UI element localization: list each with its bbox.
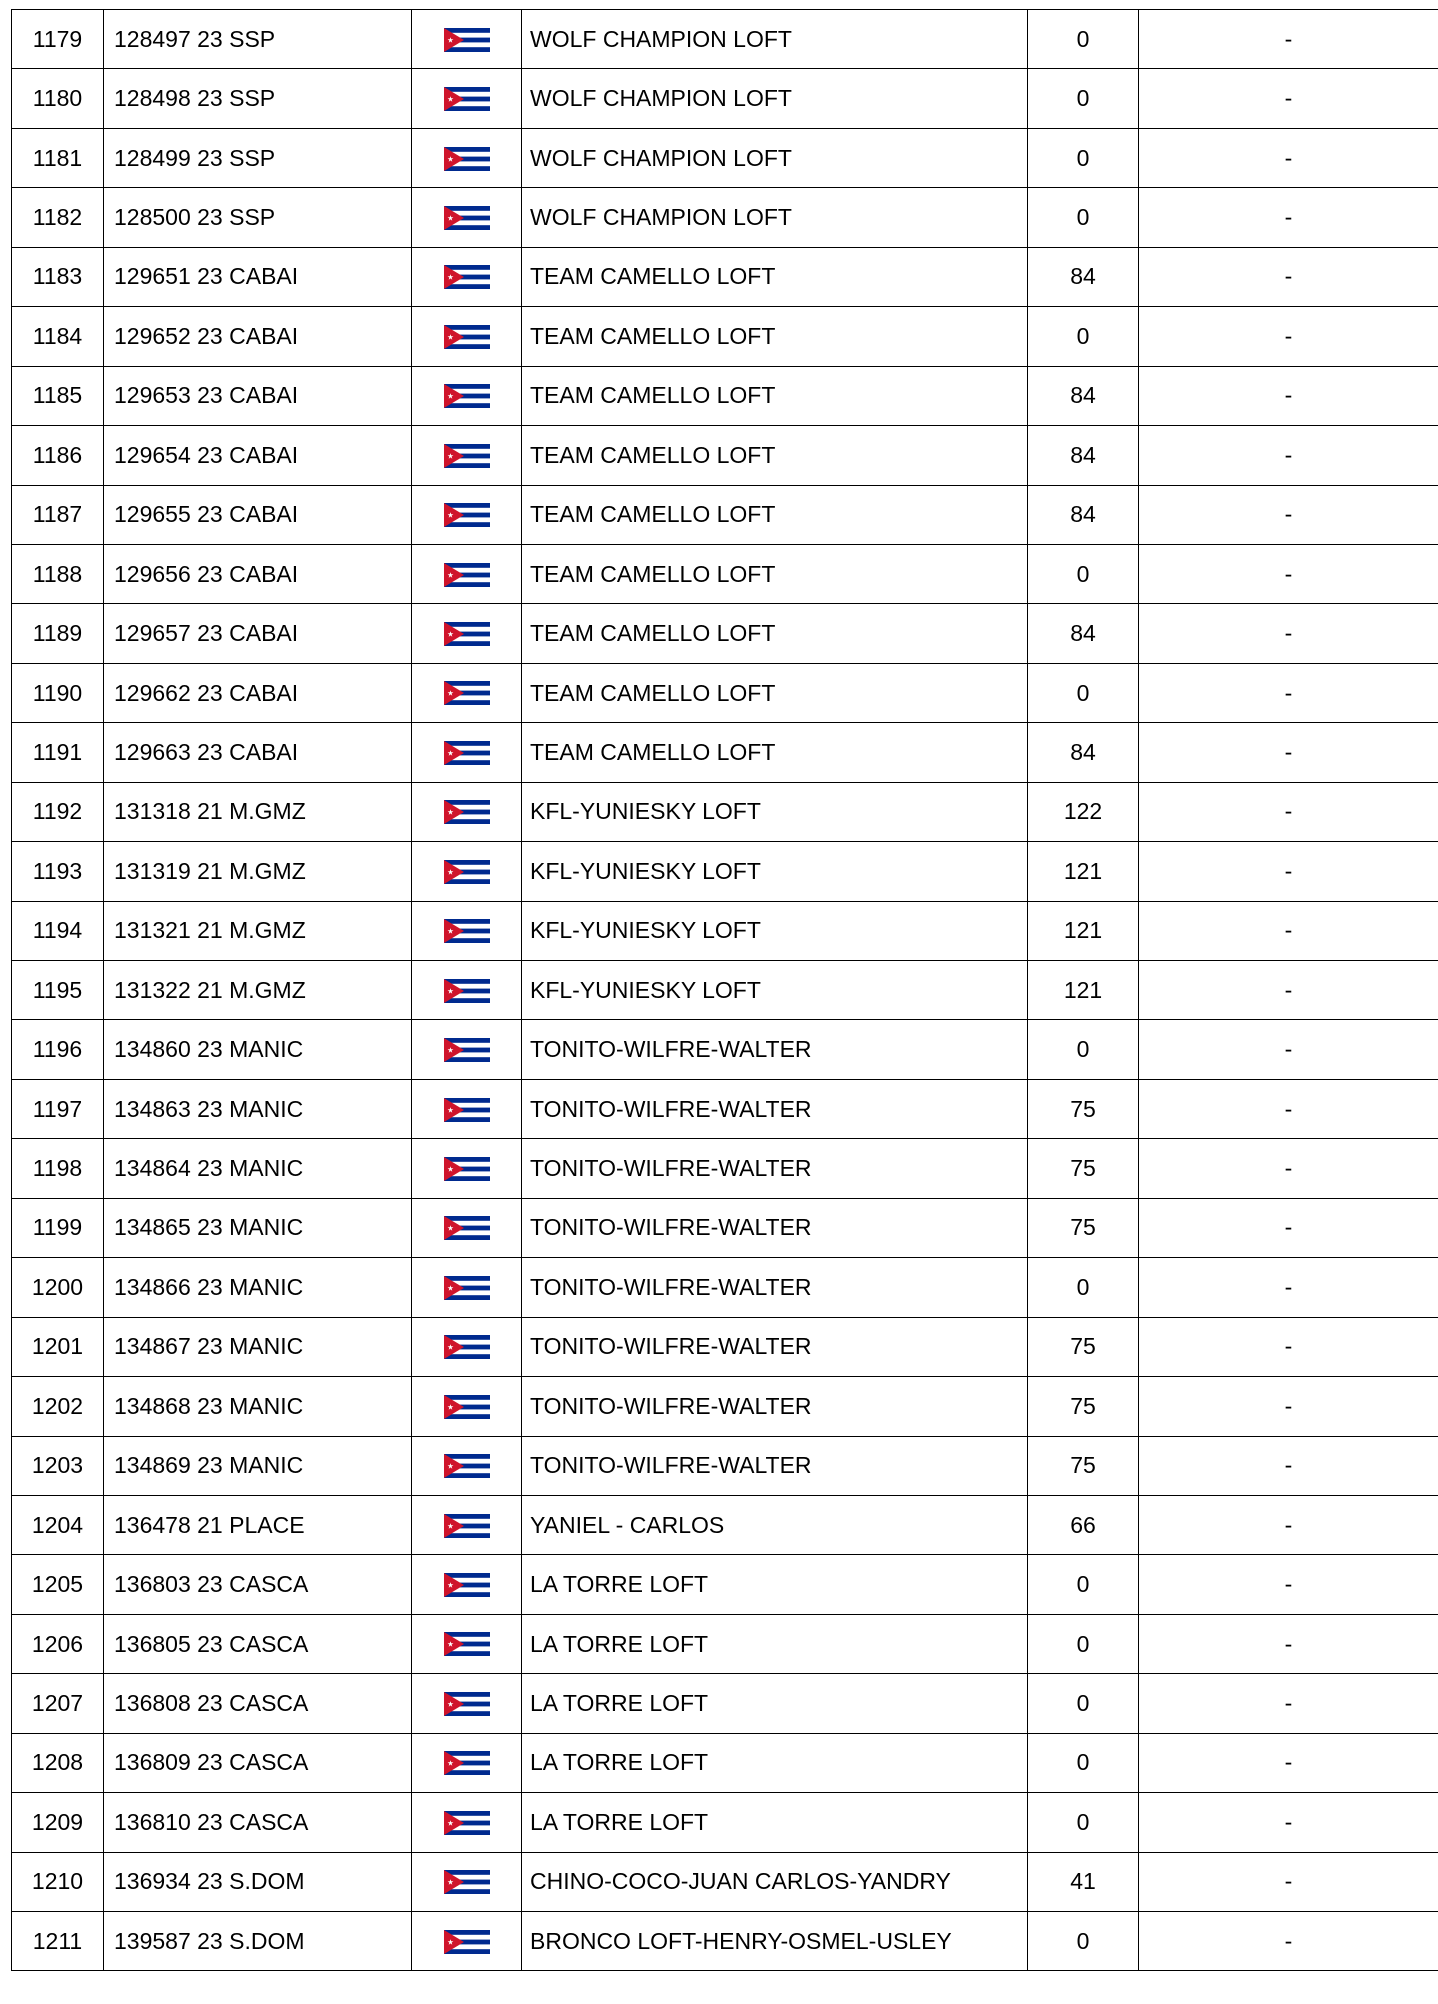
cuba-flag-icon [444, 1514, 490, 1538]
score-cell: 0 [1028, 1555, 1139, 1614]
ring-number-cell: 136803 23 CASCA [104, 1555, 412, 1614]
fancier-name-cell: TEAM CAMELLO LOFT [522, 723, 1028, 782]
table-row [12, 1852, 1438, 1911]
score-cell: 0 [1028, 1614, 1139, 1673]
table-row [12, 128, 1438, 187]
table-row [12, 247, 1438, 306]
flag-cell [412, 1793, 522, 1852]
fancier-name-cell: LA TORRE LOFT [522, 1733, 1028, 1792]
extra-cell: - [1139, 426, 1438, 485]
cuba-flag-icon [444, 1870, 490, 1894]
fancier-name-cell: BRONCO LOFT-HENRY-OSMEL-USLEY [522, 1912, 1028, 1971]
cuba-flag-icon [444, 325, 490, 349]
fancier-name-cell: TONITO-WILFRE-WALTER [522, 1317, 1028, 1376]
cuba-flag-icon [444, 28, 490, 52]
table-row [12, 1733, 1438, 1792]
ring-number-cell: 131321 21 M.GMZ [104, 901, 412, 960]
table-row [12, 1258, 1438, 1317]
fancier-name-cell: KFL-YUNIESKY LOFT [522, 842, 1028, 901]
cuba-flag-icon [444, 563, 490, 587]
fancier-name-cell: WOLF CHAMPION LOFT [522, 10, 1028, 69]
fancier-name-cell: LA TORRE LOFT [522, 1555, 1028, 1614]
score-cell: 75 [1028, 1198, 1139, 1257]
fancier-name-cell: TONITO-WILFRE-WALTER [522, 1020, 1028, 1079]
flag-cell [412, 544, 522, 603]
table-row [12, 1793, 1438, 1852]
flag-cell [412, 1674, 522, 1733]
score-cell: 121 [1028, 842, 1139, 901]
position-cell: 1191 [12, 723, 104, 782]
flag-cell [412, 901, 522, 960]
position-cell: 1204 [12, 1495, 104, 1554]
flag-cell [412, 604, 522, 663]
flag-cell [412, 961, 522, 1020]
score-cell: 121 [1028, 961, 1139, 1020]
cuba-flag-icon [444, 1454, 490, 1478]
ring-number-cell: 134868 23 MANIC [104, 1377, 412, 1436]
extra-cell: - [1139, 961, 1438, 1020]
fancier-name-cell: TEAM CAMELLO LOFT [522, 426, 1028, 485]
cuba-flag-icon [444, 503, 490, 527]
table-row [12, 188, 1438, 247]
table-row [12, 1674, 1438, 1733]
score-cell: 0 [1028, 188, 1139, 247]
extra-cell: - [1139, 247, 1438, 306]
flag-cell [412, 485, 522, 544]
flag-cell [412, 723, 522, 782]
position-cell: 1207 [12, 1674, 104, 1733]
cuba-flag-icon [444, 1335, 490, 1359]
fancier-name-cell: TEAM CAMELLO LOFT [522, 247, 1028, 306]
fancier-name-cell: TONITO-WILFRE-WALTER [522, 1079, 1028, 1138]
position-cell: 1186 [12, 426, 104, 485]
cuba-flag-icon [444, 1632, 490, 1656]
score-cell: 0 [1028, 10, 1139, 69]
position-cell: 1205 [12, 1555, 104, 1614]
extra-cell: - [1139, 307, 1438, 366]
ring-number-cell: 136805 23 CASCA [104, 1614, 412, 1673]
score-cell: 84 [1028, 426, 1139, 485]
table-row [12, 961, 1438, 1020]
table-row [12, 663, 1438, 722]
flag-cell [412, 1733, 522, 1792]
fancier-name-cell: TEAM CAMELLO LOFT [522, 366, 1028, 425]
ring-number-cell: 129657 23 CABAI [104, 604, 412, 663]
cuba-flag-icon [444, 1930, 490, 1954]
ring-number-cell: 134864 23 MANIC [104, 1139, 412, 1198]
flag-cell [412, 366, 522, 425]
score-cell: 84 [1028, 366, 1139, 425]
ring-number-cell: 136478 21 PLACE [104, 1495, 412, 1554]
extra-cell: - [1139, 1733, 1438, 1792]
position-cell: 1195 [12, 961, 104, 1020]
table-row [12, 426, 1438, 485]
score-cell: 84 [1028, 247, 1139, 306]
position-cell: 1210 [12, 1852, 104, 1911]
extra-cell: - [1139, 1258, 1438, 1317]
cuba-flag-icon [444, 800, 490, 824]
extra-cell: - [1139, 1079, 1438, 1138]
results-table [11, 9, 1438, 1971]
cuba-flag-icon [444, 1276, 490, 1300]
flag-cell [412, 782, 522, 841]
ring-number-cell: 136809 23 CASCA [104, 1733, 412, 1792]
extra-cell: - [1139, 1495, 1438, 1554]
position-cell: 1187 [12, 485, 104, 544]
cuba-flag-icon [444, 622, 490, 646]
cuba-flag-icon [444, 1811, 490, 1835]
extra-cell: - [1139, 1139, 1438, 1198]
extra-cell: - [1139, 1614, 1438, 1673]
fancier-name-cell: TEAM CAMELLO LOFT [522, 307, 1028, 366]
extra-cell: - [1139, 69, 1438, 128]
score-cell: 122 [1028, 782, 1139, 841]
fancier-name-cell: LA TORRE LOFT [522, 1614, 1028, 1673]
ring-number-cell: 131318 21 M.GMZ [104, 782, 412, 841]
cuba-flag-icon [444, 1395, 490, 1419]
position-cell: 1197 [12, 1079, 104, 1138]
position-cell: 1202 [12, 1377, 104, 1436]
table-row [12, 1139, 1438, 1198]
flag-cell [412, 10, 522, 69]
score-cell: 84 [1028, 723, 1139, 782]
position-cell: 1208 [12, 1733, 104, 1792]
fancier-name-cell: WOLF CHAMPION LOFT [522, 69, 1028, 128]
cuba-flag-icon [444, 1216, 490, 1240]
extra-cell: - [1139, 604, 1438, 663]
cuba-flag-icon [444, 87, 490, 111]
score-cell: 0 [1028, 128, 1139, 187]
ring-number-cell: 134866 23 MANIC [104, 1258, 412, 1317]
cuba-flag-icon [444, 741, 490, 765]
table-row [12, 485, 1438, 544]
cuba-flag-icon [444, 206, 490, 230]
score-cell: 0 [1028, 1258, 1139, 1317]
flag-cell [412, 1317, 522, 1376]
flag-cell [412, 1436, 522, 1495]
flag-cell [412, 842, 522, 901]
score-cell: 84 [1028, 485, 1139, 544]
cuba-flag-icon [444, 1098, 490, 1122]
flag-cell [412, 307, 522, 366]
results-table-container [11, 9, 1438, 1971]
position-cell: 1209 [12, 1793, 104, 1852]
score-cell: 0 [1028, 663, 1139, 722]
cuba-flag-icon [444, 860, 490, 884]
extra-cell: - [1139, 663, 1438, 722]
flag-cell [412, 188, 522, 247]
fancier-name-cell: TONITO-WILFRE-WALTER [522, 1139, 1028, 1198]
ring-number-cell: 129663 23 CABAI [104, 723, 412, 782]
score-cell: 121 [1028, 901, 1139, 960]
table-row [12, 307, 1438, 366]
score-cell: 0 [1028, 1733, 1139, 1792]
position-cell: 1193 [12, 842, 104, 901]
fancier-name-cell: KFL-YUNIESKY LOFT [522, 961, 1028, 1020]
table-row [12, 1198, 1438, 1257]
fancier-name-cell: TEAM CAMELLO LOFT [522, 604, 1028, 663]
flag-cell [412, 1852, 522, 1911]
table-row [12, 1377, 1438, 1436]
extra-cell: - [1139, 1674, 1438, 1733]
flag-cell [412, 69, 522, 128]
ring-number-cell: 134867 23 MANIC [104, 1317, 412, 1376]
extra-cell: - [1139, 901, 1438, 960]
flag-cell [412, 1377, 522, 1436]
ring-number-cell: 134869 23 MANIC [104, 1436, 412, 1495]
fancier-name-cell: TONITO-WILFRE-WALTER [522, 1436, 1028, 1495]
position-cell: 1200 [12, 1258, 104, 1317]
position-cell: 1188 [12, 544, 104, 603]
position-cell: 1192 [12, 782, 104, 841]
fancier-name-cell: KFL-YUNIESKY LOFT [522, 782, 1028, 841]
fancier-name-cell: KFL-YUNIESKY LOFT [522, 901, 1028, 960]
table-row [12, 10, 1438, 69]
ring-number-cell: 129654 23 CABAI [104, 426, 412, 485]
table-row [12, 366, 1438, 425]
flag-cell [412, 1555, 522, 1614]
score-cell: 75 [1028, 1317, 1139, 1376]
flag-cell [412, 1198, 522, 1257]
score-cell: 41 [1028, 1852, 1139, 1911]
fancier-name-cell: LA TORRE LOFT [522, 1674, 1028, 1733]
cuba-flag-icon [444, 1751, 490, 1775]
score-cell: 0 [1028, 1912, 1139, 1971]
position-cell: 1180 [12, 69, 104, 128]
fancier-name-cell: WOLF CHAMPION LOFT [522, 188, 1028, 247]
flag-cell [412, 1020, 522, 1079]
cuba-flag-icon [444, 265, 490, 289]
cuba-flag-icon [444, 1692, 490, 1716]
fancier-name-cell: TEAM CAMELLO LOFT [522, 544, 1028, 603]
extra-cell: - [1139, 1020, 1438, 1079]
table-row [12, 842, 1438, 901]
position-cell: 1211 [12, 1912, 104, 1971]
position-cell: 1184 [12, 307, 104, 366]
table-row [12, 901, 1438, 960]
position-cell: 1206 [12, 1614, 104, 1673]
flag-cell [412, 1079, 522, 1138]
cuba-flag-icon [444, 147, 490, 171]
ring-number-cell: 129651 23 CABAI [104, 247, 412, 306]
score-cell: 0 [1028, 1793, 1139, 1852]
extra-cell: - [1139, 782, 1438, 841]
flag-cell [412, 1912, 522, 1971]
ring-number-cell: 128499 23 SSP [104, 128, 412, 187]
table-row [12, 1555, 1438, 1614]
flag-cell [412, 426, 522, 485]
position-cell: 1196 [12, 1020, 104, 1079]
position-cell: 1199 [12, 1198, 104, 1257]
ring-number-cell: 129655 23 CABAI [104, 485, 412, 544]
ring-number-cell: 129662 23 CABAI [104, 663, 412, 722]
score-cell: 75 [1028, 1436, 1139, 1495]
ring-number-cell: 134865 23 MANIC [104, 1198, 412, 1257]
cuba-flag-icon [444, 1038, 490, 1062]
extra-cell: - [1139, 1555, 1438, 1614]
extra-cell: - [1139, 544, 1438, 603]
fancier-name-cell: TONITO-WILFRE-WALTER [522, 1198, 1028, 1257]
table-row [12, 782, 1438, 841]
ring-number-cell: 139587 23 S.DOM [104, 1912, 412, 1971]
score-cell: 0 [1028, 1674, 1139, 1733]
score-cell: 75 [1028, 1377, 1139, 1436]
score-cell: 0 [1028, 544, 1139, 603]
ring-number-cell: 131319 21 M.GMZ [104, 842, 412, 901]
flag-cell [412, 663, 522, 722]
position-cell: 1181 [12, 128, 104, 187]
flag-cell [412, 128, 522, 187]
cuba-flag-icon [444, 919, 490, 943]
cuba-flag-icon [444, 1573, 490, 1597]
position-cell: 1190 [12, 663, 104, 722]
position-cell: 1203 [12, 1436, 104, 1495]
fancier-name-cell: LA TORRE LOFT [522, 1793, 1028, 1852]
score-cell: 84 [1028, 604, 1139, 663]
fancier-name-cell: TEAM CAMELLO LOFT [522, 663, 1028, 722]
extra-cell: - [1139, 10, 1438, 69]
cuba-flag-icon [444, 979, 490, 1003]
table-row [12, 1614, 1438, 1673]
table-row [12, 1079, 1438, 1138]
ring-number-cell: 134860 23 MANIC [104, 1020, 412, 1079]
position-cell: 1194 [12, 901, 104, 960]
table-row [12, 1436, 1438, 1495]
fancier-name-cell: TEAM CAMELLO LOFT [522, 485, 1028, 544]
position-cell: 1183 [12, 247, 104, 306]
score-cell: 0 [1028, 1020, 1139, 1079]
ring-number-cell: 128497 23 SSP [104, 10, 412, 69]
fancier-name-cell: TONITO-WILFRE-WALTER [522, 1258, 1028, 1317]
extra-cell: - [1139, 723, 1438, 782]
extra-cell: - [1139, 1198, 1438, 1257]
ring-number-cell: 134863 23 MANIC [104, 1079, 412, 1138]
position-cell: 1201 [12, 1317, 104, 1376]
fancier-name-cell: YANIEL - CARLOS [522, 1495, 1028, 1554]
flag-cell [412, 247, 522, 306]
flag-cell [412, 1139, 522, 1198]
ring-number-cell: 128500 23 SSP [104, 188, 412, 247]
fancier-name-cell: WOLF CHAMPION LOFT [522, 128, 1028, 187]
ring-number-cell: 129656 23 CABAI [104, 544, 412, 603]
flag-cell [412, 1258, 522, 1317]
score-cell: 0 [1028, 69, 1139, 128]
ring-number-cell: 136808 23 CASCA [104, 1674, 412, 1733]
table-row [12, 604, 1438, 663]
cuba-flag-icon [444, 681, 490, 705]
position-cell: 1182 [12, 188, 104, 247]
position-cell: 1185 [12, 366, 104, 425]
table-row [12, 723, 1438, 782]
position-cell: 1198 [12, 1139, 104, 1198]
results-table-body [12, 10, 1438, 1971]
extra-cell: - [1139, 1912, 1438, 1971]
cuba-flag-icon [444, 384, 490, 408]
cuba-flag-icon [444, 1157, 490, 1181]
table-row [12, 544, 1438, 603]
score-cell: 66 [1028, 1495, 1139, 1554]
extra-cell: - [1139, 842, 1438, 901]
ring-number-cell: 129652 23 CABAI [104, 307, 412, 366]
score-cell: 75 [1028, 1079, 1139, 1138]
table-row [12, 1912, 1438, 1971]
ring-number-cell: 129653 23 CABAI [104, 366, 412, 425]
flag-cell [412, 1614, 522, 1673]
score-cell: 75 [1028, 1139, 1139, 1198]
extra-cell: - [1139, 1377, 1438, 1436]
ring-number-cell: 128498 23 SSP [104, 69, 412, 128]
extra-cell: - [1139, 1852, 1438, 1911]
position-cell: 1179 [12, 10, 104, 69]
cuba-flag-icon [444, 444, 490, 468]
extra-cell: - [1139, 1436, 1438, 1495]
extra-cell: - [1139, 1317, 1438, 1376]
flag-cell [412, 1495, 522, 1554]
extra-cell: - [1139, 188, 1438, 247]
score-cell: 0 [1028, 307, 1139, 366]
extra-cell: - [1139, 366, 1438, 425]
extra-cell: - [1139, 1793, 1438, 1852]
ring-number-cell: 136934 23 S.DOM [104, 1852, 412, 1911]
ring-number-cell: 136810 23 CASCA [104, 1793, 412, 1852]
fancier-name-cell: CHINO-COCO-JUAN CARLOS-YANDRY [522, 1852, 1028, 1911]
position-cell: 1189 [12, 604, 104, 663]
extra-cell: - [1139, 128, 1438, 187]
ring-number-cell: 131322 21 M.GMZ [104, 961, 412, 1020]
table-row [12, 1020, 1438, 1079]
extra-cell: - [1139, 485, 1438, 544]
table-row [12, 1495, 1438, 1554]
table-row [12, 1317, 1438, 1376]
fancier-name-cell: TONITO-WILFRE-WALTER [522, 1377, 1028, 1436]
table-row [12, 69, 1438, 128]
